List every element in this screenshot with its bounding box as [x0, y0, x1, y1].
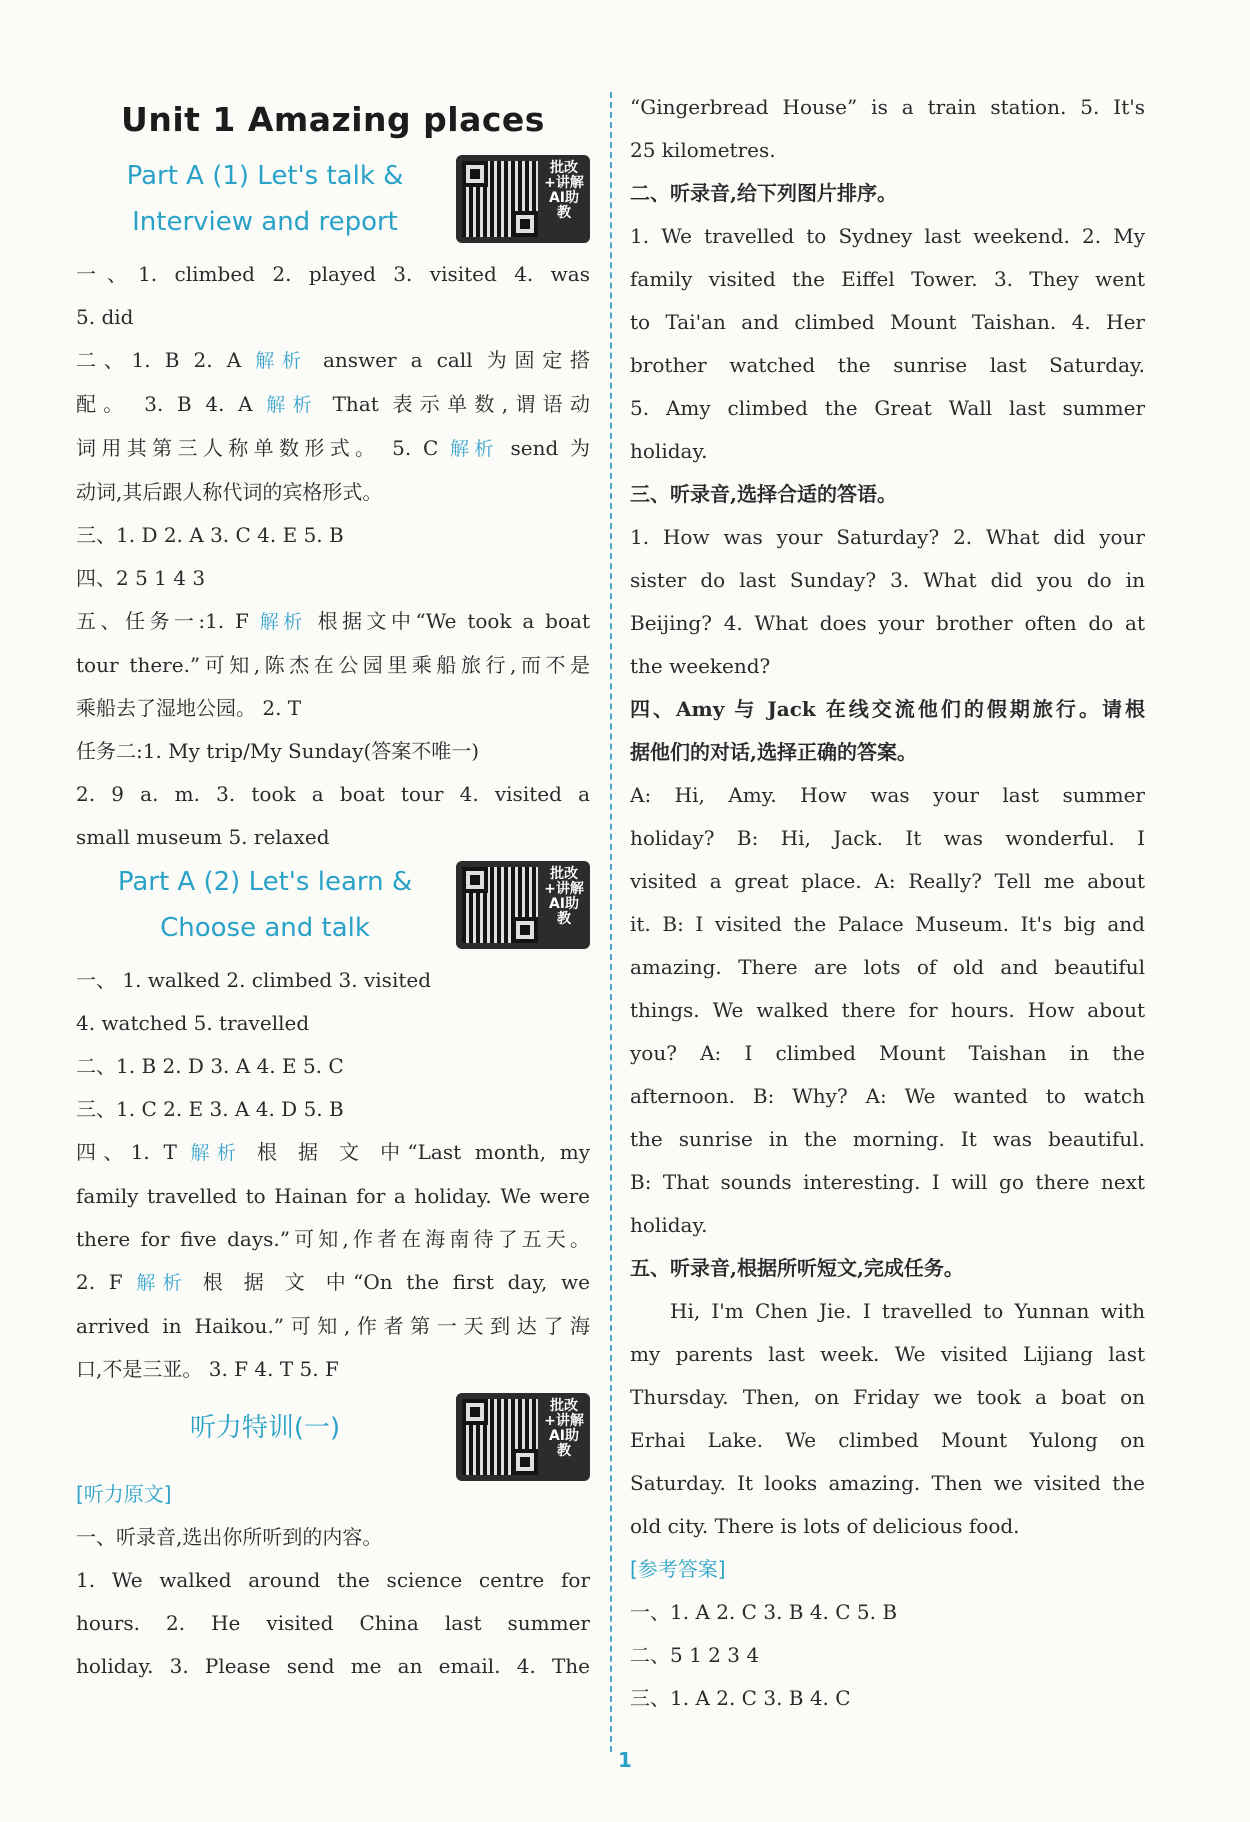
answer-line: tour there.”可知,陈杰在公园里乘船旅行,而不是	[76, 653, 590, 677]
answer-line: 配。 3. B 4. A 解析 That 表示单数,谓语动	[76, 392, 590, 416]
script-line: the sunrise in the morning. It was beautiful.	[630, 1127, 1145, 1151]
column-divider	[610, 92, 612, 1752]
script-line: Beijing? 4. What does your brother often do at	[630, 611, 1145, 635]
answer-line: 二、5 1 2 3 4	[630, 1643, 760, 1667]
right-column	[630, 86, 1145, 1720]
section-header-part-a2	[76, 859, 590, 955]
answer-line: family travelled to Hainan for a holiday. We were	[76, 1184, 590, 1208]
script-line: it. B: I visited the Palace Museum. It's big and	[630, 912, 1145, 936]
qr-label: 批改+讲解 AI助教	[544, 1398, 584, 1459]
answer-line: 一、1. climbed 2. played 3. visited 4. was	[76, 262, 590, 286]
script-line: Hi, I'm Chen Jie. I travelled to Yunnan with	[670, 1299, 1145, 1323]
answer-line: 词用其第三人称单数形式。 5. C 解析 send 为	[76, 436, 590, 460]
qr-code-icon[interactable]	[456, 155, 590, 243]
answer-line: small museum 5. relaxed	[76, 825, 330, 849]
reference-answer-label: [参考答案]	[630, 1557, 726, 1581]
section-title: Part A (2) Let's learn & Choose and talk	[117, 867, 413, 943]
answer-line: 一、 1. walked 2. climbed 3. visited	[76, 968, 432, 992]
answer-line: 二、1. B 2. A 解析 answer a call 为固定搭	[76, 348, 590, 372]
analysis-tag: 解析	[136, 1272, 190, 1294]
script-line: amazing. There are lots of old and beautiful	[630, 955, 1145, 979]
qr-label: 批改+讲解 AI助教	[544, 866, 584, 927]
question-heading: 据他们的对话,选择正确的答案。	[630, 740, 917, 764]
answer-line: 三、1. C 2. E 3. A 4. D 5. B	[76, 1097, 344, 1121]
script-line: Thursday. Then, on Friday we took a boat on	[630, 1385, 1145, 1409]
script-line: “Gingerbread House” is a train station. 5. It's	[630, 95, 1145, 119]
answer-line: 四、2 5 1 4 3	[76, 566, 206, 590]
qr-label: 批改+讲解 AI助教	[544, 160, 584, 221]
script-line: the weekend?	[630, 654, 771, 678]
script-line: things. We walked there for hours. How about	[630, 998, 1145, 1022]
script-line: you? A: I climbed Mount Taishan in the	[630, 1041, 1145, 1065]
answer-line: 4. watched 5. travelled	[76, 1011, 310, 1035]
script-line: holiday.	[630, 1213, 708, 1237]
script-line: visited a great place. A: Really? Tell me about	[630, 869, 1145, 893]
answer-line: there for five days.”可知,作者在海南待了五天。	[76, 1227, 590, 1251]
script-line: sister do last Sunday? 3. What did you do in	[630, 568, 1145, 592]
script-line: 1. We travelled to Sydney last weekend. 2. My	[630, 224, 1145, 248]
script-line: A: Hi, Amy. How was your last summer	[630, 783, 1145, 807]
script-line: Saturday. It looks amazing. Then we visited the	[630, 1471, 1145, 1495]
qr-pattern	[462, 1399, 538, 1475]
answer-line: 二、1. B 2. D 3. A 4. E 5. C	[76, 1054, 344, 1078]
answer-line: 乘船去了湿地公园。 2. T	[76, 696, 302, 720]
analysis-tag: 解析	[266, 394, 319, 416]
question-heading: 五、听录音,根据所听短文,完成任务。	[630, 1256, 964, 1280]
answer-line: 四、1. T 解析 根 据 文 中“Last month, my	[76, 1140, 590, 1164]
answer-line: arrived in Haikou.”可知,作者第一天到达了海	[76, 1314, 590, 1338]
script-line: holiday.	[630, 439, 708, 463]
answer-line: 任务二:1. My trip/My Sunday(答案不唯一)	[76, 739, 480, 763]
answer-line: 一、1. A 2. C 3. B 4. C 5. B	[630, 1600, 898, 1624]
question-heading: 二、听录音,给下列图片排序。	[630, 181, 897, 205]
script-line: brother watched the sunrise last Saturday.	[630, 353, 1145, 377]
script-line: Erhai Lake. We climbed Mount Yulong on	[630, 1428, 1145, 1452]
qr-code-icon[interactable]	[456, 1393, 590, 1481]
qr-pattern	[462, 161, 538, 237]
answer-line: 动词,其后跟人称代词的宾格形式。	[76, 480, 383, 504]
script-line: old city. There is lots of delicious food.	[630, 1514, 1020, 1538]
section-title: 听力特训(一)	[189, 1413, 341, 1443]
script-line: family visited the Eiffel Tower. 3. They went	[630, 267, 1145, 291]
analysis-tag: 解析	[259, 611, 307, 633]
section-title: Part A (1) Let's talk & Interview and report	[126, 161, 404, 237]
analysis-tag: 解析	[450, 438, 499, 460]
answer-line: 五、任务一:1. F 解析 根据文中“We took a boat	[76, 609, 590, 633]
answer-line: hours. 2. He visited China last summer	[76, 1611, 590, 1635]
analysis-tag: 解析	[190, 1142, 244, 1164]
listening-script-label: [听力原文]	[76, 1482, 172, 1506]
answer-line: 2. F 解析 根 据 文 中“On the first day, we	[76, 1270, 590, 1294]
section-header-listening	[76, 1391, 590, 1469]
script-line: 5. Amy climbed the Great Wall last summer	[630, 396, 1145, 420]
qr-code-icon[interactable]	[456, 861, 590, 949]
answer-line: 口,不是三亚。 3. F 4. T 5. F	[76, 1357, 339, 1381]
question-heading: 三、听录音,选择合适的答语。	[630, 482, 897, 506]
page-number: 1	[618, 1748, 632, 1772]
script-line: to Tai'an and climbed Mount Taishan. 4. Her	[630, 310, 1145, 334]
script-line: holiday? B: Hi, Jack. It was wonderful. I	[630, 826, 1145, 850]
script-line: my parents last week. We visited Lijiang last	[630, 1342, 1145, 1366]
answer-line: holiday. 3. Please send me an email. 4. The	[76, 1654, 590, 1678]
answer-line: 1. We walked around the science centre for	[76, 1568, 590, 1592]
script-line: 1. How was your Saturday? 2. What did your	[630, 525, 1145, 549]
question-heading: 一、听录音,选出你所听到的内容。	[76, 1525, 383, 1549]
analysis-tag: 解析	[255, 350, 309, 372]
answer-line: 5. did	[76, 305, 134, 329]
question-heading: 四、Amy 与 Jack 在线交流他们的假期旅行。请根	[630, 697, 1145, 721]
script-line: 25 kilometres.	[630, 138, 776, 162]
left-column	[76, 86, 590, 1688]
answer-line: 三、1. A 2. C 3. B 4. C	[630, 1686, 851, 1710]
section-header-part-a1	[76, 153, 590, 249]
answer-line: 2. 9 a. m. 3. took a boat tour 4. visited a	[76, 782, 590, 806]
answer-line: 三、1. D 2. A 3. C 4. E 5. B	[76, 523, 344, 547]
script-line: B: That sounds interesting. I will go there next	[630, 1170, 1145, 1194]
script-line: afternoon. B: Why? A: We wanted to watch	[630, 1084, 1145, 1108]
qr-pattern	[462, 867, 538, 943]
unit-title: Unit 1 Amazing places	[121, 100, 545, 139]
